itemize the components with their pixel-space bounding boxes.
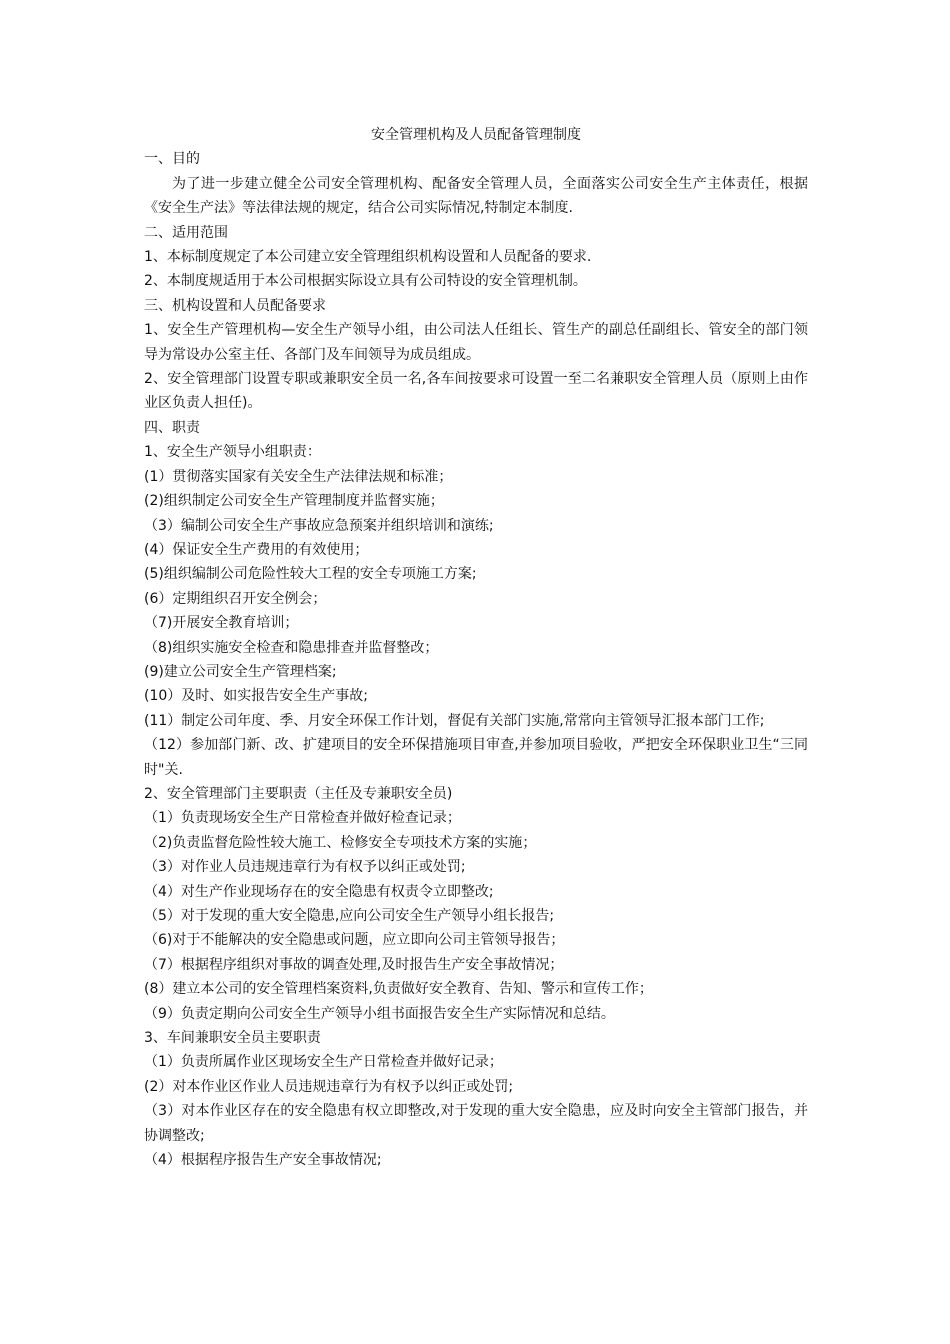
section-heading-organization: 三、机构设置和人员配备要求: [144, 297, 326, 314]
duty-item: （7）根据程序组织对事故的调查处理,及时报告生产安全事故情况；: [144, 956, 564, 973]
duty-item: (5)组织编制公司危险性较大工程的安全专项施工方案;: [144, 566, 477, 583]
document-title: 安全管理机构及人员配备管理制度: [371, 127, 581, 143]
duty-item: （3）编制公司安全生产事故应急预案并组织培训和演练;: [144, 517, 494, 534]
scope-item: 1、本标制度规定了本公司建立安全管理组织机构设置和人员配备的要求.: [144, 249, 592, 266]
duty-group-heading: 3、车间兼职安全员主要职责: [144, 1030, 321, 1047]
duty-item: (2）对本作业区作业人员违规违章行为有权予以纠正或处罚;: [144, 1078, 514, 1095]
duty-item: （7)开展安全教育培训；: [144, 615, 299, 632]
scope-item: 2、本制度规适用于本公司根据实际设立具有公司特设的安全管理机制。: [144, 273, 587, 290]
duty-item: （2)负责监督危险性较大施工、检修安全专项技术方案的实施；: [144, 834, 537, 851]
duty-item: (2)组织制定公司安全生产管理制度并监督实施；: [144, 493, 444, 510]
duty-item: （9）负责定期向公司安全生产领导小组书面报告安全生产实际情况和总结。: [144, 1005, 615, 1022]
duty-item: （1）负责所属作业区现场安全生产日常检查并做好记录；: [144, 1054, 503, 1071]
duty-item: （8)组织实施安全检查和隐患排查并监督整改；: [144, 639, 439, 656]
section-heading-duties: 四、职责: [144, 419, 200, 436]
purpose-paragraph: 为了进一步建立健全公司安全管理机构、配备安全管理人员，全面落实公司安全生产主体责任，根据《安全生产法》等法律法规的规定，结合公司实际情况,特制定本制度.: [144, 175, 808, 217]
duty-group-heading: 2、安全管理部门主要职责（主任及专兼职安全员): [144, 785, 453, 802]
duty-item: （5）对于发现的重大安全隐患,应向公司安全生产领导小组长报告;: [144, 908, 555, 924]
duty-item: (11）制定公司年度、季、月安全环保工作计划，督促有关部门实施,常常向主管领导汇报本部门工作;: [144, 712, 765, 729]
duty-item: （4）根据程序报告生产安全事故情况;: [144, 1152, 382, 1169]
duty-item: （12）参加部门新、改、扩建项目的安全环保措施项目审查,并参加项目验收，严把安全环保职业卫生“三同时"关.: [144, 737, 808, 778]
duty-item: （4）对生产作业现场存在的安全隐患有权责令立即整改;: [144, 883, 494, 900]
duty-group-heading: 1、安全生产领导小组职责：: [144, 444, 321, 461]
document-page: [144, 123, 808, 1172]
duty-item: （3）对作业人员违规违章行为有权予以纠正或处罚;: [144, 859, 466, 876]
duty-item: (9)建立公司安全生产管理档案;: [144, 663, 337, 680]
duty-item: （6)对于不能解决的安全隐患或问题，应立即向公司主管领导报告；: [144, 932, 565, 949]
organization-item: 1、安全生产管理机构—安全生产领导小组，由公司法人任组长、管生产的副总任副组长、管安全的部门领导为常设办公室主任、各部门及车间领导为成员组成。: [144, 322, 808, 363]
duty-item: （3）对本作业区存在的安全隐患有权立即整改,对于发现的重大安全隐患，应及时向安全主管部门报告，并协调整改;: [144, 1103, 808, 1144]
section-heading-scope: 二、适用范围: [144, 224, 228, 241]
duty-item: (4）保证安全生产费用的有效使用；: [144, 541, 369, 558]
section-heading-purpose: 一、目的: [144, 151, 200, 168]
duty-item: (10）及时、如实报告安全生产事故;: [144, 688, 368, 705]
duty-item: (1）贯彻落实国家有关安全生产法律法规和标准；: [144, 468, 453, 485]
duty-item: （1）负责现场安全生产日常检查并做好检查记录；: [144, 810, 461, 827]
duty-item: (6）定期组织召开安全例会；: [144, 590, 327, 607]
organization-item: 2、安全管理部门设置专职或兼职安全员一名,各车间按要求可设置一至二名兼职安全管理人员（原则上由作业区负责人担任)。: [144, 371, 808, 412]
duty-item: (8）建立本公司的安全管理档案资料,负责做好安全教育、告知、警示和宣传工作；: [144, 981, 653, 998]
